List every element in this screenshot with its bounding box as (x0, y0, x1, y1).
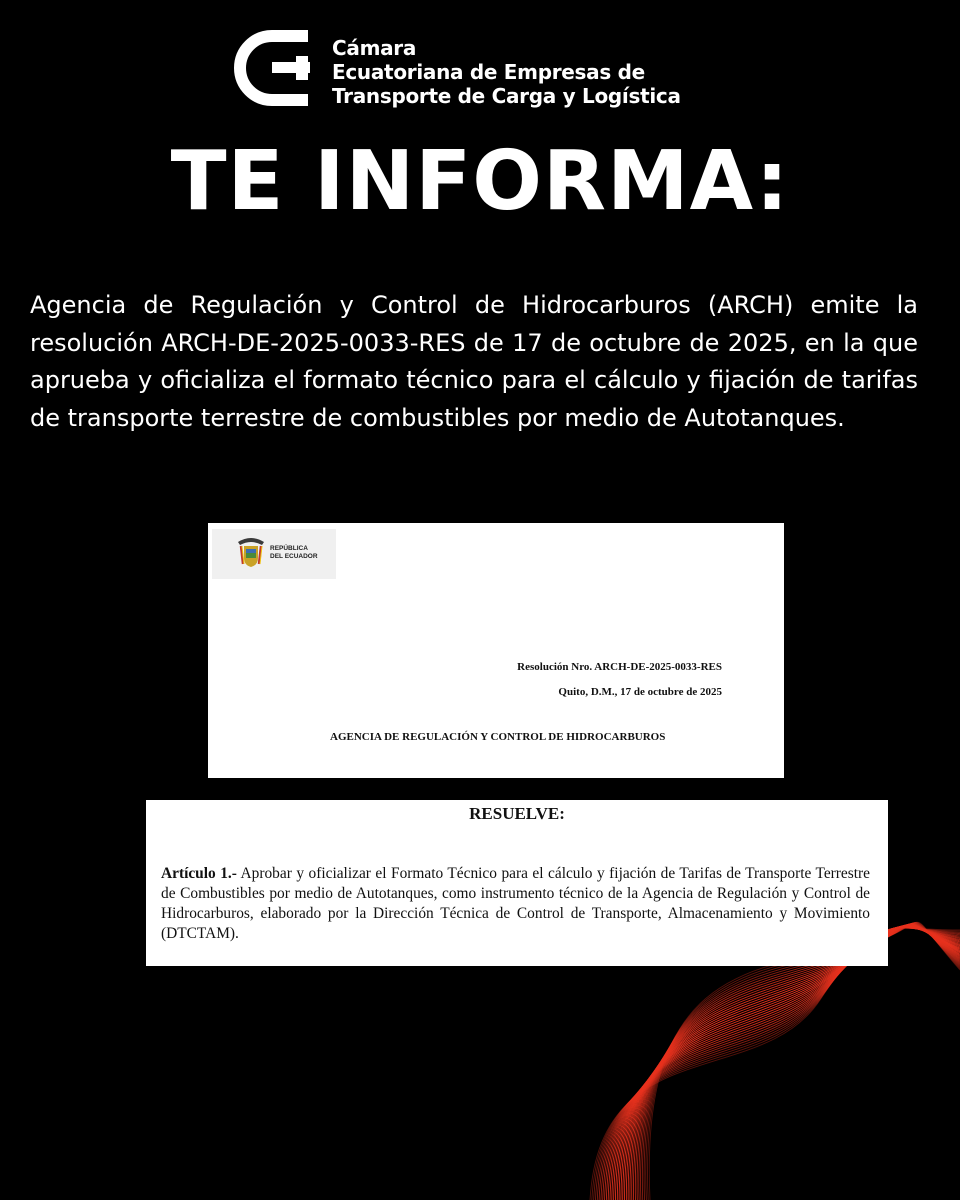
chamber-logo-mark-icon (234, 30, 322, 110)
wave-line (605, 927, 960, 1200)
seal-label-line-2: DEL ECUADOR (270, 553, 318, 560)
chamber-name (332, 36, 681, 108)
article-1-text: Aprobar y oficializar el Formato Técnico para el cálculo y fijación de Tarifas de Transporte Terrestre de Combustibles por medio de Autotanques, como instrumento técnico de la Agencia de Regulación y Control de Hidrocarburos, elaborado por la Dirección Técnica de Control de Transporte, Almacenamiento y Movimiento (DTCTAM). (161, 865, 870, 942)
resolution-article-excerpt (146, 800, 888, 966)
chamber-name-line-1: Cámara (332, 36, 417, 60)
article-1-label: Artículo 1.- (161, 865, 237, 882)
wave-line (599, 928, 960, 1200)
resuelve-heading: RESUELVE: (469, 804, 565, 823)
agency-name: AGENCIA DE REGULACIÓN Y CONTROL DE HIDROCARBUROS (330, 731, 666, 743)
government-seal-block (212, 529, 336, 579)
chamber-name-line-3: Transporte de Carga y Logística (332, 84, 681, 108)
chamber-name-line-2: Ecuatoriana de Empresas de (332, 60, 645, 84)
headline: TE INFORMA: (170, 134, 790, 229)
resolution-header-excerpt (208, 523, 784, 778)
wave-line (594, 928, 960, 1200)
seal-label (270, 545, 318, 561)
wave-line (595, 928, 960, 1200)
article-1 (161, 864, 870, 944)
intro-paragraph: Agencia de Regulación y Control de Hidrocarburos (ARCH) emite la resolución ARCH-DE-2025-0033-RES de 17 de octubre de 2025, en la que aprueba y oficializa el formato técnico para el cálculo y fijación de tarifas de transporte terrestre de combustibles por medio de Autotanques. (30, 291, 918, 432)
resolution-number: Resolución Nro. ARCH-DE-2025-0033-RES (517, 661, 722, 673)
wave-line (597, 928, 960, 1200)
resolution-place-date: Quito, D.M., 17 de octubre de 2025 (558, 686, 722, 698)
chamber-logo (234, 30, 694, 110)
seal-label-line-1: REPÚBLICA (270, 545, 308, 552)
ecuador-coat-of-arms-icon (236, 536, 266, 570)
wave-line (601, 927, 960, 1200)
wave-line (603, 927, 960, 1200)
